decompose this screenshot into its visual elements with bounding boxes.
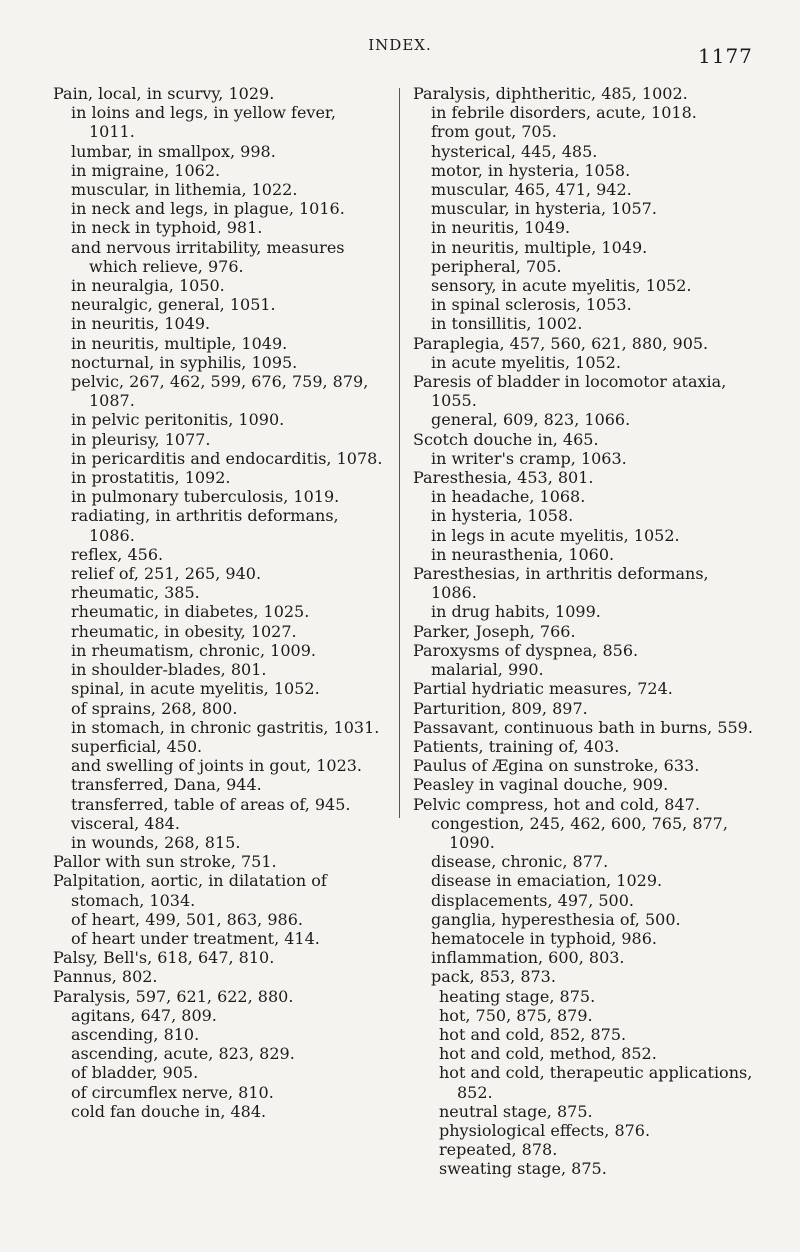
index-subentry: in shoulder-blades, 801. (71, 660, 267, 680)
index-entry: Parker, Joseph, 766. (413, 621, 576, 641)
index-subentry: disease in emaciation, 1029. (431, 871, 663, 891)
column-divider (399, 88, 400, 818)
index-subentry: motor, in hysteria, 1058. (431, 160, 631, 180)
index-subentry: in acute myelitis, 1052. (431, 352, 621, 372)
index-subentry: displacements, 497, 500. (431, 890, 634, 910)
index-entry: Parturition, 809, 897. (413, 698, 588, 718)
index-entry: Peasley in vaginal douche, 909. (413, 775, 669, 795)
index-subentry: ascending, 810. (71, 1024, 200, 1044)
index-subentry: in loins and legs, in yellow fever, 1011. (71, 103, 336, 142)
index-entry: Passavant, continuous bath in burns, 559. (413, 717, 753, 737)
index-subentry: hematocele in typhoid, 986. (431, 928, 657, 948)
index-subentry: in neuritis, multiple, 1049. (431, 237, 648, 257)
index-subentry: agitans, 647, 809. (71, 1005, 217, 1025)
index-entry: Patients, training of, 403. (413, 736, 620, 756)
page-number: 1177 (698, 44, 753, 68)
index-subentry: malarial, 990. (431, 660, 544, 680)
index-subentry: in neuritis, multiple, 1049. (71, 333, 288, 353)
index-subentry: in spinal sclerosis, 1053. (431, 295, 632, 315)
index-entry: Paroxysms of dyspnea, 856. (413, 640, 639, 660)
index-subentry: spinal, in acute myelitis, 1052. (71, 679, 320, 699)
index-subentry: neuralgic, general, 1051. (71, 295, 276, 315)
index-subentry: ascending, acute, 823, 829. (71, 1044, 295, 1064)
index-subsubentry: neutral stage, 875. (439, 1101, 593, 1121)
index-subentry: in pulmonary tuberculosis, 1019. (71, 487, 340, 507)
index-subentry: nocturnal, in syphilis, 1095. (71, 352, 298, 372)
index-subsubentry: sweating stage, 875. (439, 1159, 607, 1179)
index-subentry: in hysteria, 1058. (431, 506, 574, 526)
index-subentry: rheumatic, 385. (71, 583, 200, 603)
index-subsubentry: hot, 750, 875, 879. (439, 1005, 593, 1025)
index-subentry: rheumatic, in obesity, 1027. (71, 621, 297, 641)
index-subentry: in wounds, 268, 815. (71, 832, 241, 852)
index-subentry: from gout, 705. (431, 122, 557, 142)
index-subsubentry: hot and cold, therapeutic applications, 852. (439, 1063, 753, 1102)
index-subentry: transferred, table of areas of, 945. (71, 794, 351, 814)
index-subentry: in prostatitis, 1092. (71, 468, 231, 488)
index-entry: Paraplegia, 457, 560, 621, 880, 905. (413, 333, 709, 353)
index-column-right (413, 84, 753, 1179)
index-subentry: and nervous irritability, measures which relieve, 976. (71, 237, 345, 276)
index-entry: Pain, local, in scurvy, 1029. (53, 84, 275, 103)
index-subentry: transferred, Dana, 944. (71, 775, 262, 795)
index-entry: Partial hydriatic measures, 724. (413, 679, 673, 699)
index-subentry: of heart under treatment, 414. (71, 928, 320, 948)
index-subentry: muscular, in lithemia, 1022. (71, 180, 298, 200)
index-subentry: disease, chronic, 877. (431, 852, 609, 872)
index-subentry: cold fan douche in, 484. (71, 1101, 267, 1121)
index-subentry: in legs in acute myelitis, 1052. (431, 525, 680, 545)
index-subentry: reflex, 456. (71, 544, 164, 564)
index-column-left (53, 84, 383, 1121)
index-entry: Palsy, Bell's, 618, 647, 810. (53, 948, 275, 968)
index-subentry: in neuritis, 1049. (431, 218, 571, 238)
index-subentry: in rheumatism, chronic, 1009. (71, 640, 316, 660)
index-entry: Paulus of Ægina on sunstroke, 633. (413, 756, 700, 776)
index-subentry: pelvic, 267, 462, 599, 676, 759, 879, 1087. (71, 372, 369, 411)
index-subentry: rheumatic, in diabetes, 1025. (71, 602, 310, 622)
index-subentry: peripheral, 705. (431, 256, 562, 276)
index-subentry: in migraine, 1062. (71, 160, 221, 180)
index-entry: Pallor with sun stroke, 751. (53, 852, 277, 872)
index-subentry: sensory, in acute myelitis, 1052. (431, 276, 692, 296)
index-subsubentry: physiological effects, 876. (439, 1120, 651, 1140)
index-entry: Paralysis, 597, 621, 622, 880. (53, 986, 294, 1006)
index-subsubentry: repeated, 878. (439, 1140, 558, 1160)
index-subentry: of bladder, 905. (71, 1063, 199, 1083)
index-subentry: and swelling of joints in gout, 1023. (71, 756, 363, 776)
index-subentry: in neuralgia, 1050. (71, 276, 225, 296)
index-subentry: in tonsillitis, 1002. (431, 314, 583, 334)
index-subentry: in drug habits, 1099. (431, 602, 601, 622)
index-subentry: in neck and legs, in plague, 1016. (71, 199, 345, 219)
index-subentry: of circumflex nerve, 810. (71, 1082, 274, 1102)
index-entry: Paresthesia, 453, 801. (413, 468, 594, 488)
index-subentry: of heart, 499, 501, 863, 986. (71, 909, 303, 929)
index-entry: Paresthesias, in arthritis deformans, 1086. (413, 564, 709, 603)
index-subsubentry: hot and cold, method, 852. (439, 1044, 657, 1064)
index-subentry: in febrile disorders, acute, 1018. (431, 103, 697, 123)
index-subentry: muscular, in hysteria, 1057. (431, 199, 657, 219)
index-entry: Paralysis, diphtheritic, 485, 1002. (413, 84, 688, 103)
index-entry: Paresis of bladder in locomotor ataxia, 1055. (413, 372, 727, 411)
index-entry: Pannus, 802. (53, 967, 158, 987)
index-subentry: pack, 853, 873. (431, 967, 556, 987)
index-entry: Scotch douche in, 465. (413, 429, 599, 449)
index-subentry: ganglia, hyperesthesia of, 500. (431, 909, 681, 929)
index-subentry: in headache, 1068. (431, 487, 586, 507)
index-subentry: visceral, 484. (71, 813, 180, 833)
index-subentry: in neuritis, 1049. (71, 314, 211, 334)
page-header-title: INDEX. (368, 36, 432, 54)
index-entry: Pelvic compress, hot and cold, 847. (413, 794, 700, 814)
index-subsubentry: hot and cold, 852, 875. (439, 1024, 627, 1044)
index-subentry: radiating, in arthritis deformans, 1086. (71, 506, 339, 545)
index-entry: Palpitation, aortic, in dilatation of stomach, 1034. (53, 871, 327, 910)
index-subentry: in pelvic peritonitis, 1090. (71, 410, 285, 430)
index-subentry: in pleurisy, 1077. (71, 429, 211, 449)
index-subentry: hysterical, 445, 485. (431, 141, 598, 161)
index-subentry: superficial, 450. (71, 736, 203, 756)
index-subentry: in neurasthenia, 1060. (431, 544, 615, 564)
index-subentry: in stomach, in chronic gastritis, 1031. (71, 717, 380, 737)
index-subentry: in pericarditis and endocarditis, 1078. (71, 448, 383, 468)
index-subentry: of sprains, 268, 800. (71, 698, 238, 718)
index-subentry: muscular, 465, 471, 942. (431, 180, 632, 200)
index-subentry: congestion, 245, 462, 600, 765, 877, 1090. (431, 813, 728, 852)
index-subentry: inflammation, 600, 803. (431, 948, 625, 968)
index-subsubentry: heating stage, 875. (439, 986, 596, 1006)
index-subentry: in writer's cramp, 1063. (431, 448, 627, 468)
index-subentry: general, 609, 823, 1066. (431, 410, 631, 430)
index-subentry: lumbar, in smallpox, 998. (71, 141, 276, 161)
index-subentry: in neck in typhoid, 981. (71, 218, 263, 238)
index-subentry: relief of, 251, 265, 940. (71, 564, 262, 584)
